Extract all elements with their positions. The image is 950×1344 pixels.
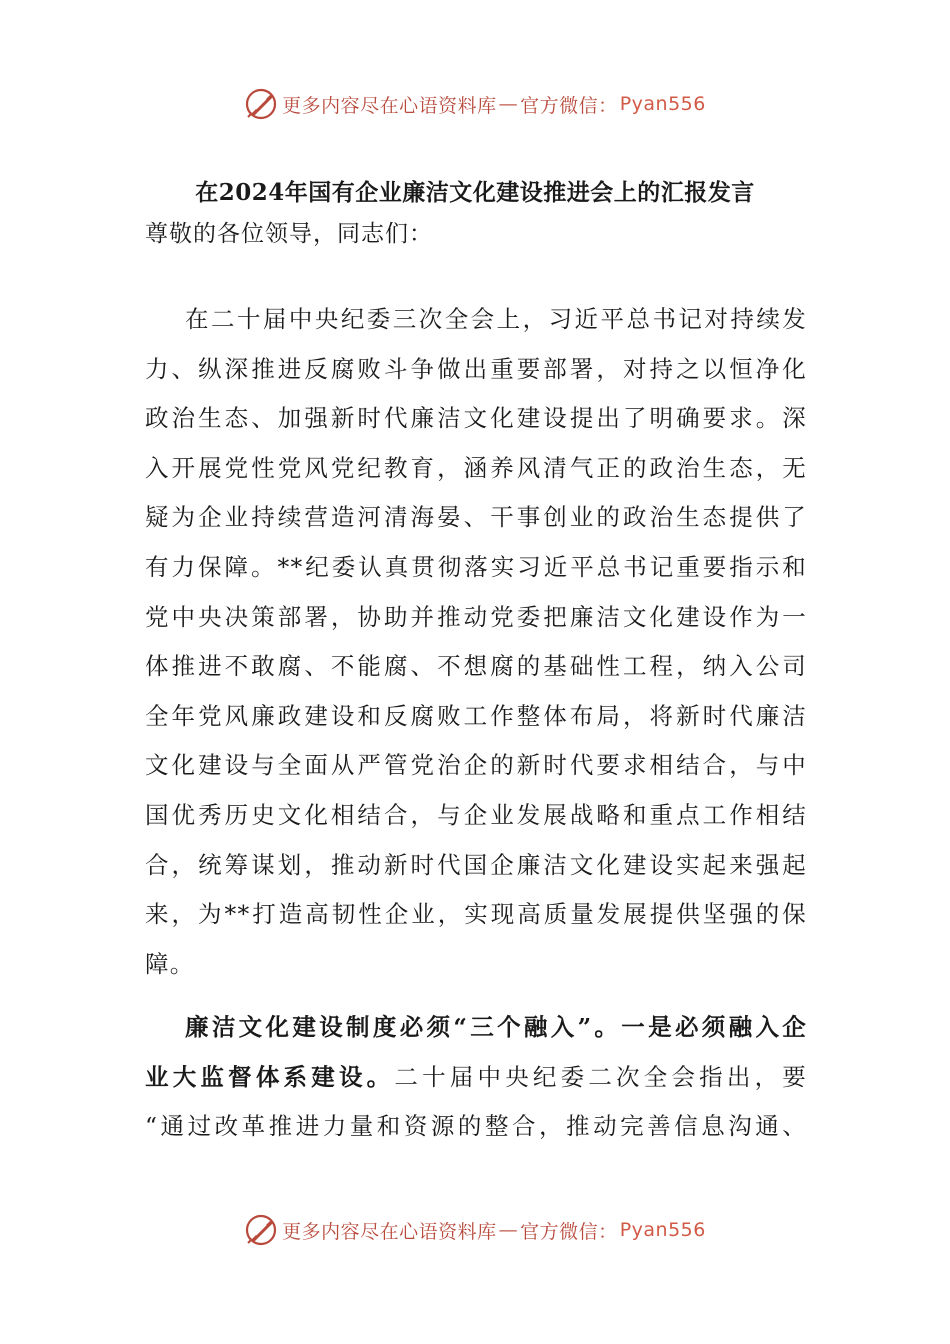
paragraph-line: “通过改革推进力量和资源的整合，推动完善信息沟通、 [145,1112,807,1141]
header-banner [0,84,950,124]
paragraph-line: 力、纵深推进反腐败斗争做出重要部署，对持之以恒净化 [145,354,807,383]
paragraph-1 [145,295,807,989]
paragraph-2 [145,1003,807,1152]
bold-heading-text: 业大监督体系建设。 [145,1062,395,1091]
quill-pen-logo-icon [244,87,278,121]
paragraph-line: 入开展党性党风党纪教育，涵养风清气正的政治生态，无 [145,453,807,482]
document-title: 在2024年国有企业廉洁文化建设推进会上的汇报发言 [195,179,755,206]
footer-banner [0,1210,950,1250]
paragraph-line: 合，统筹谋划，推动新时代国企廉洁文化建设实起来强起 [145,850,807,879]
banner-wechat-id: Pyan556 [619,93,706,115]
banner-separator: — [498,1219,519,1241]
banner-text: 更多内容尽在心语资料库 [282,1220,497,1243]
paragraph-line: 来，为**打造高韧性企业，实现高质量发展提供坚强的保 [145,900,807,929]
paragraph-line-bold: 廉洁文化建设制度必须“三个融入”。一是必须融入企 [185,1013,807,1041]
paragraph-line-mixed [145,1053,807,1103]
paragraph-line: 有力保障。**纪委认真贯彻落实习近平总书记重要指示和 [145,552,807,581]
paragraph-line: 文化建设与全面从严管党治企的新时代要求相结合，与中 [145,751,807,780]
banner-wechat-id: Pyan556 [619,1219,706,1241]
salutation: 尊敬的各位领导，同志们： [145,221,433,247]
paragraph-line: 全年党风廉政建设和反腐败工作整体布局，将新时代廉洁 [145,701,807,730]
paragraph-line: 体推进不敢腐、不能腐、不想腐的基础性工程，纳入公司 [145,652,807,681]
paragraph-line: 政治生态、加强新时代廉洁文化建设提出了明确要求。深 [145,404,807,433]
banner-separator: — [498,93,519,115]
body-text: 二十届中央纪委二次全会指出，要 [394,1062,807,1091]
banner-text: 更多内容尽在心语资料库 [282,94,497,117]
quill-pen-logo-icon [244,1213,278,1247]
banner-wechat-label: 官方微信： [520,94,618,117]
paragraph-line: 障。 [145,949,195,978]
paragraph-line: 疑为企业持续营造河清海晏、干事创业的政治生态提供了 [145,503,807,532]
paragraph-line: 国优秀历史文化相结合，与企业发展战略和重点工作相结 [145,800,807,829]
paragraph-line: 在二十届中央纪委三次全会上，习近平总书记对持续发 [185,305,807,333]
paragraph-line: 党中央决策部署，协助并推动党委把廉洁文化建设作为一 [145,602,807,631]
banner-wechat-label: 官方微信： [520,1220,618,1243]
